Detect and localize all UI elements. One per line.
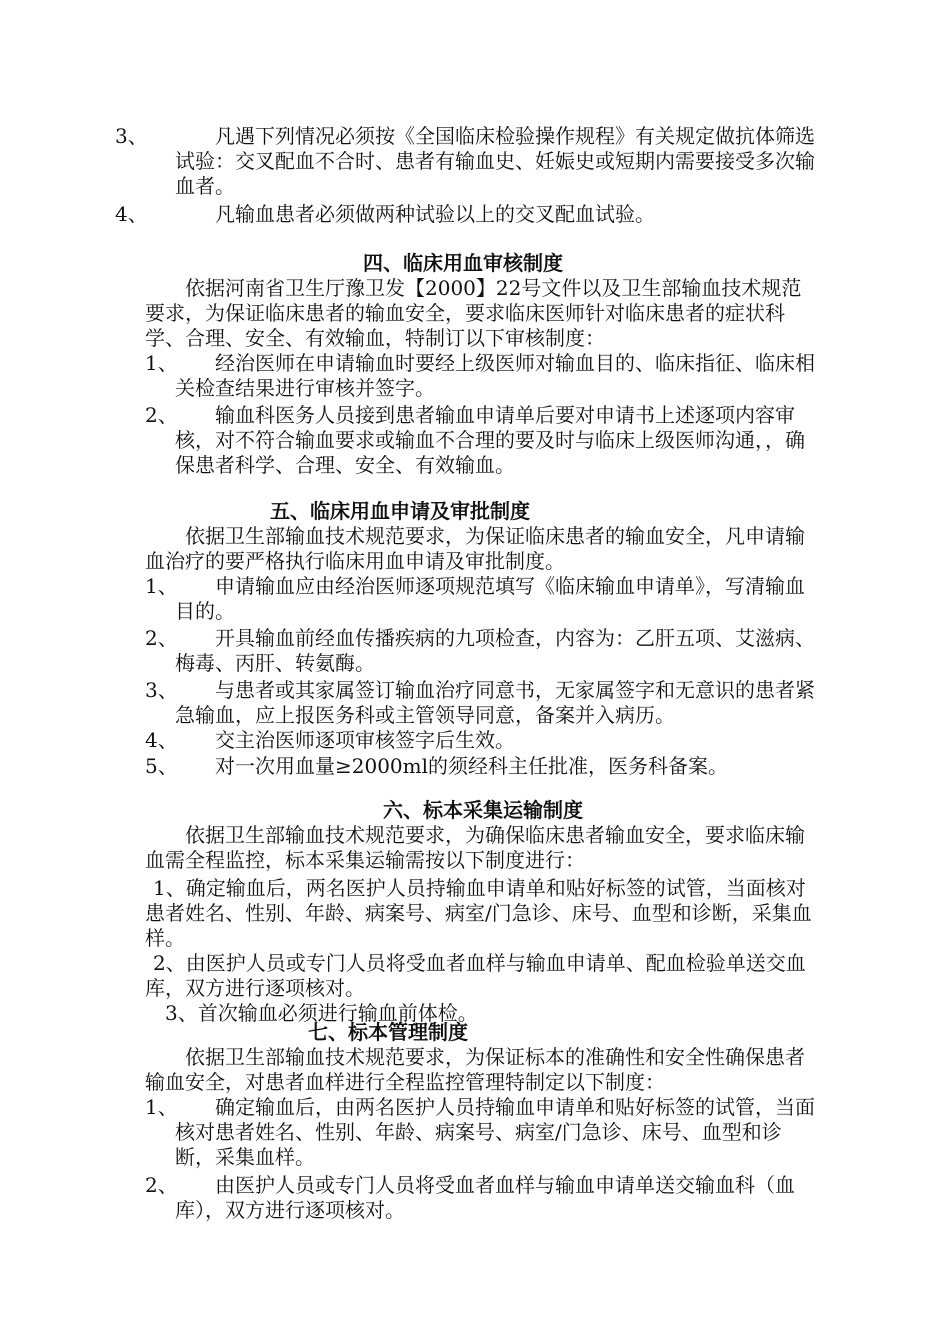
item-number: 5、 [145,754,178,778]
item-number: 2、 [145,626,178,650]
section-heading: 五、临床用血申请及审批制度 [270,499,530,523]
section-heading: 七、标本管理制度 [308,1020,468,1044]
section-intro: 依据卫生部输血技术规范要求，为保证标本的准确性和安全性确保患者输血安全，对患者血样进行全程监控管理特制定以下制度： [145,1045,805,1094]
list-item [145,728,815,753]
item-text: 输血科医务人员接到患者输血申请单后要对申请书上述逐项内容审核，对不符合输血要求或输血不合理的要及时与临床上级医师沟通，，确保患者科学、合理、安全、有效输血。 [175,403,805,477]
list-item: 2、由医护人员或专门人员将受血者血样与输血申请单、配血检验单送交血库，双方进行逐项核对。 [145,951,806,1000]
item-number: 1、 [145,351,178,375]
item-text: 确定输血后，由两名医护人员持输血申请单和贴好标签的试管，当面核对患者姓名、性别、年龄、病案号、病室/门急诊、床号、血型和诊断，采集血样。 [175,1095,815,1169]
item-text: 经治医师在申请输血时要经上级医师对输血目的、临床指征、临床相关检查结果进行审核并签字。 [175,351,815,400]
section-intro: 依据河南省卫生厅豫卫发【2000】22号文件以及卫生部输血技术规范要求，为保证临床患者的输血安全，要求临床医师针对临床患者的症状科学、合理、安全、有效输血，特制订以下审核制度： [145,276,802,350]
list-item [115,202,815,227]
section7-body [145,1045,815,1223]
list-item [145,678,815,728]
list-item: 3、首次输血必须进行输血前体检。 [165,1001,478,1025]
item-text: 交主治医师逐项审核签字后生效。 [215,728,515,752]
section-heading: 六、标本采集运输制度 [383,798,583,822]
item-number: 1、 [145,1095,178,1119]
item-number: 4、 [145,728,178,752]
section4-body [145,276,815,478]
list-item [145,1173,815,1223]
item-number: 3、 [115,124,148,148]
item-text: 申请输血应由经治医师逐项规范填写《临床输血申请单》，写清输血目的。 [175,574,805,623]
list-item [115,124,815,199]
item-number: 3、 [145,678,178,702]
item-number: 4、 [115,202,148,226]
item-number: 1、 [145,574,178,598]
item-text: 与患者或其家属签订输血治疗同意书，无家属签字和无意识的患者紧急输血，应上报医务科或主管领导同意，备案并入病历。 [175,678,815,727]
item-number: 2、 [145,403,178,427]
list-item [145,626,815,676]
item-text: 凡输血患者必须做两种试验以上的交叉配血试验。 [215,202,655,226]
section5-body [145,524,815,779]
list-item: 1、确定输血后，两名医护人员持输血申请单和贴好标签的试管，当面核对患者姓名、性别、年龄、病案号、病室/门急诊、床号、血型和诊断，采集血样。 [145,876,812,950]
section6-body [145,823,815,1026]
item-text: 由医护人员或专门人员将受血者血样与输血申请单送交输血科（血库），双方进行逐项核对。 [175,1173,795,1222]
item-text: 对一次用血量≥2000ml的须经科主任批准，医务科备案。 [215,754,729,778]
list-item [145,574,815,624]
section-heading: 四、临床用血审核制度 [363,251,563,275]
list-item [145,351,815,401]
list-item [145,403,815,478]
section3-list [115,124,815,227]
item-number: 2、 [145,1173,178,1197]
item-text: 凡遇下列情况必须按《全国临床检验操作规程》有关规定做抗体筛选试验：交叉配血不合时、患者有输血史、妊娠史或短期内需要接受多次输血者。 [175,124,815,198]
item-text: 开具输血前经血传播疾病的九项检查，内容为：乙肝五项、艾滋病、梅毒、丙肝、转氨酶。 [175,626,815,675]
section-intro: 依据卫生部输血技术规范要求，为保证临床患者的输血安全，凡申请输血治疗的要严格执行临床用血申请及审批制度。 [145,524,805,573]
list-item [145,754,815,779]
list-item [145,1095,815,1170]
section-intro: 依据卫生部输血技术规范要求，为确保临床患者输血安全，要求临床输血需全程监控，标本采集运输需按以下制度进行： [145,823,805,872]
